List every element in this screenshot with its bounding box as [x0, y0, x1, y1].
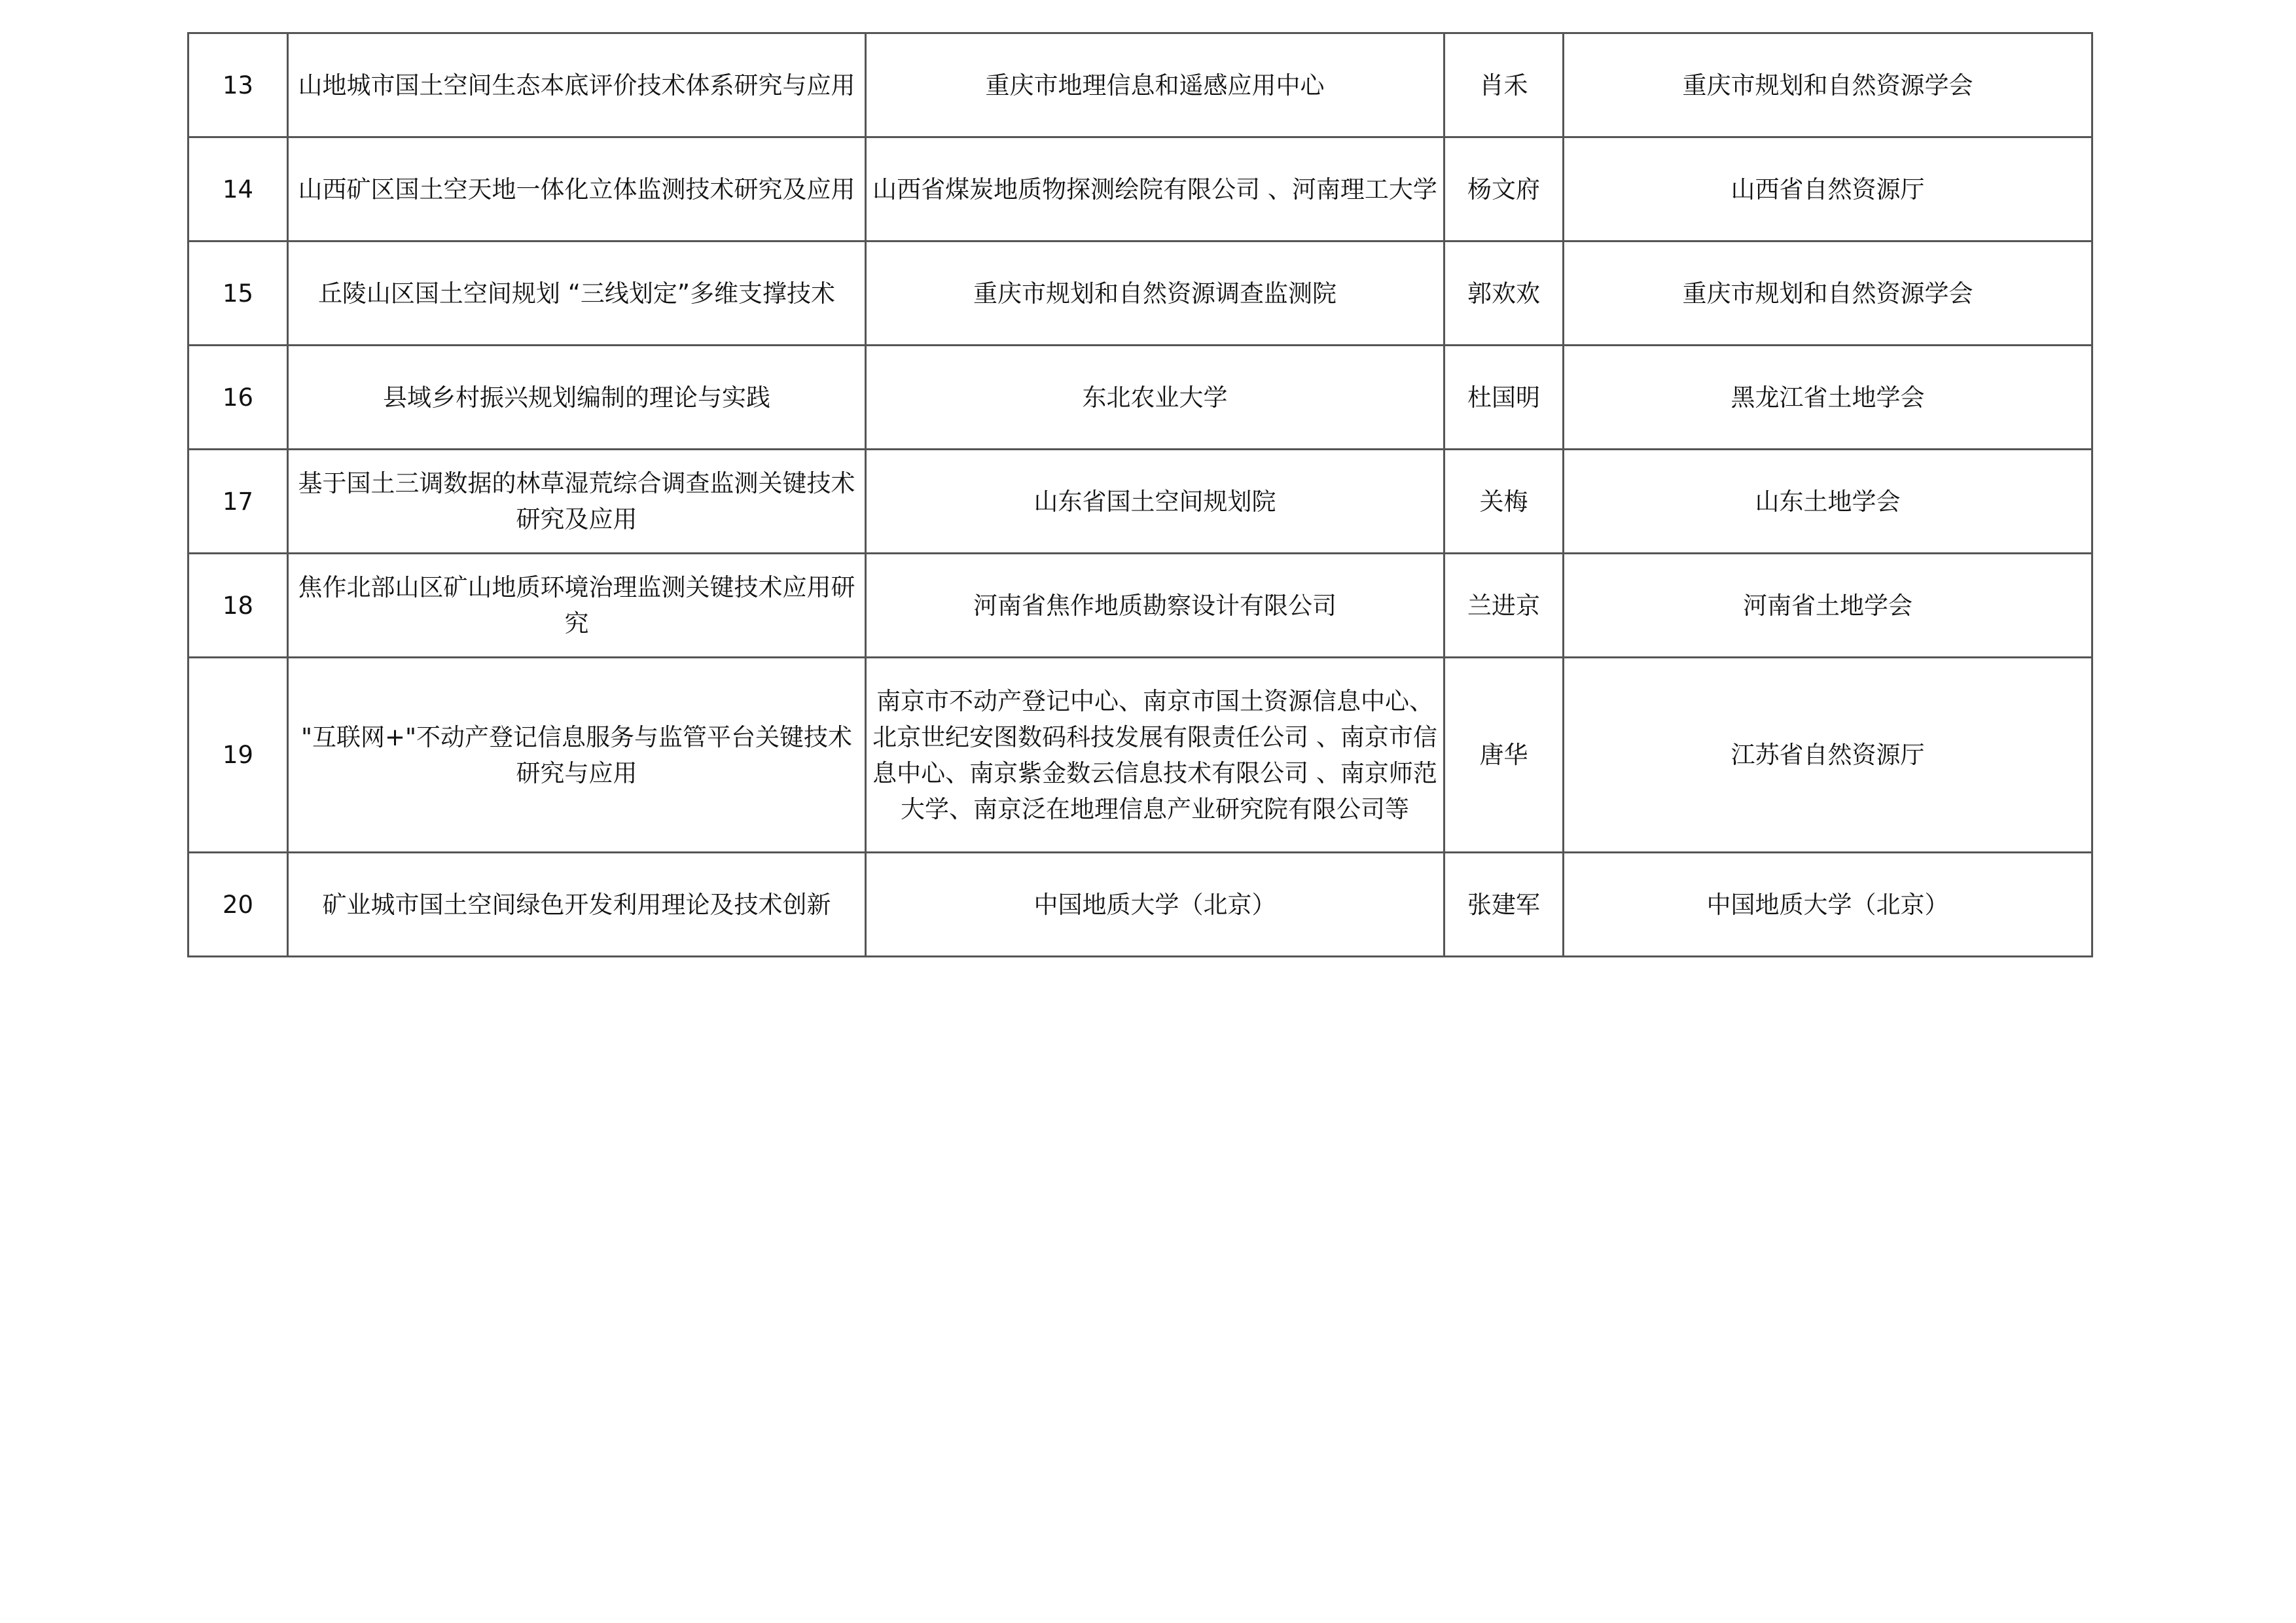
completing-unit: 重庆市地理信息和遥感应用中心	[866, 33, 1444, 137]
row-number: 16	[188, 346, 288, 450]
completing-unit: 河南省焦作地质勘察设计有限公司	[866, 554, 1444, 658]
completing-person: 关梅	[1444, 450, 1564, 554]
table-row	[188, 241, 2092, 346]
recommending-unit: 黑龙江省土地学会	[1564, 346, 2092, 450]
completing-person: 兰进京	[1444, 554, 1564, 658]
row-number: 14	[188, 137, 288, 241]
row-number: 13	[188, 33, 288, 137]
recommending-unit: 河南省土地学会	[1564, 554, 2092, 658]
project-title: 矿业城市国土空间绿色开发利用理论及技术创新	[288, 853, 866, 957]
completing-person: 郭欢欢	[1444, 241, 1564, 346]
table-row	[188, 33, 2092, 137]
project-title: "互联网+"不动产登记信息服务与监管平台关键技术研究与应用	[288, 658, 866, 853]
completing-unit: 东北农业大学	[866, 346, 1444, 450]
recommending-unit: 重庆市规划和自然资源学会	[1564, 241, 2092, 346]
completing-person: 杜国明	[1444, 346, 1564, 450]
table-row	[188, 137, 2092, 241]
completing-person: 张建军	[1444, 853, 1564, 957]
table-row	[188, 346, 2092, 450]
completing-unit: 重庆市规划和自然资源调查监测院	[866, 241, 1444, 346]
row-number: 18	[188, 554, 288, 658]
project-title: 焦作北部山区矿山地质环境治理监测关键技术应用研究	[288, 554, 866, 658]
completing-unit: 中国地质大学（北京）	[866, 853, 1444, 957]
recommending-unit: 山西省自然资源厅	[1564, 137, 2092, 241]
completing-person: 唐华	[1444, 658, 1564, 853]
project-title: 基于国土三调数据的林草湿荒综合调查监测关键技术研究及应用	[288, 450, 866, 554]
completing-person: 肖禾	[1444, 33, 1564, 137]
recommending-unit: 山东土地学会	[1564, 450, 2092, 554]
awards-table	[187, 32, 2093, 957]
row-number: 15	[188, 241, 288, 346]
row-number: 20	[188, 853, 288, 957]
project-title: 丘陵山区国土空间规划 “三线划定”多维支撑技术	[288, 241, 866, 346]
project-title: 山西矿区国土空天地一体化立体监测技术研究及应用	[288, 137, 866, 241]
project-title: 山地城市国土空间生态本底评价技术体系研究与应用	[288, 33, 866, 137]
table-row	[188, 853, 2092, 957]
table-row	[188, 658, 2092, 853]
project-title: 县域乡村振兴规划编制的理论与实践	[288, 346, 866, 450]
recommending-unit: 重庆市规划和自然资源学会	[1564, 33, 2092, 137]
row-number: 19	[188, 658, 288, 853]
table-row	[188, 554, 2092, 658]
recommending-unit: 中国地质大学（北京）	[1564, 853, 2092, 957]
table-row	[188, 450, 2092, 554]
row-number: 17	[188, 450, 288, 554]
completing-unit: 南京市不动产登记中心、南京市国土资源信息中心、北京世纪安图数码科技发展有限责任公司 、南京市信息中心、南京紫金数云信息技术有限公司 、南京师范大学、南京泛在地理信息产业研究院有限公司等	[866, 658, 1444, 853]
recommending-unit: 江苏省自然资源厅	[1564, 658, 2092, 853]
completing-unit: 山东省国土空间规划院	[866, 450, 1444, 554]
completing-person: 杨文府	[1444, 137, 1564, 241]
completing-unit: 山西省煤炭地质物探测绘院有限公司 、河南理工大学	[866, 137, 1444, 241]
